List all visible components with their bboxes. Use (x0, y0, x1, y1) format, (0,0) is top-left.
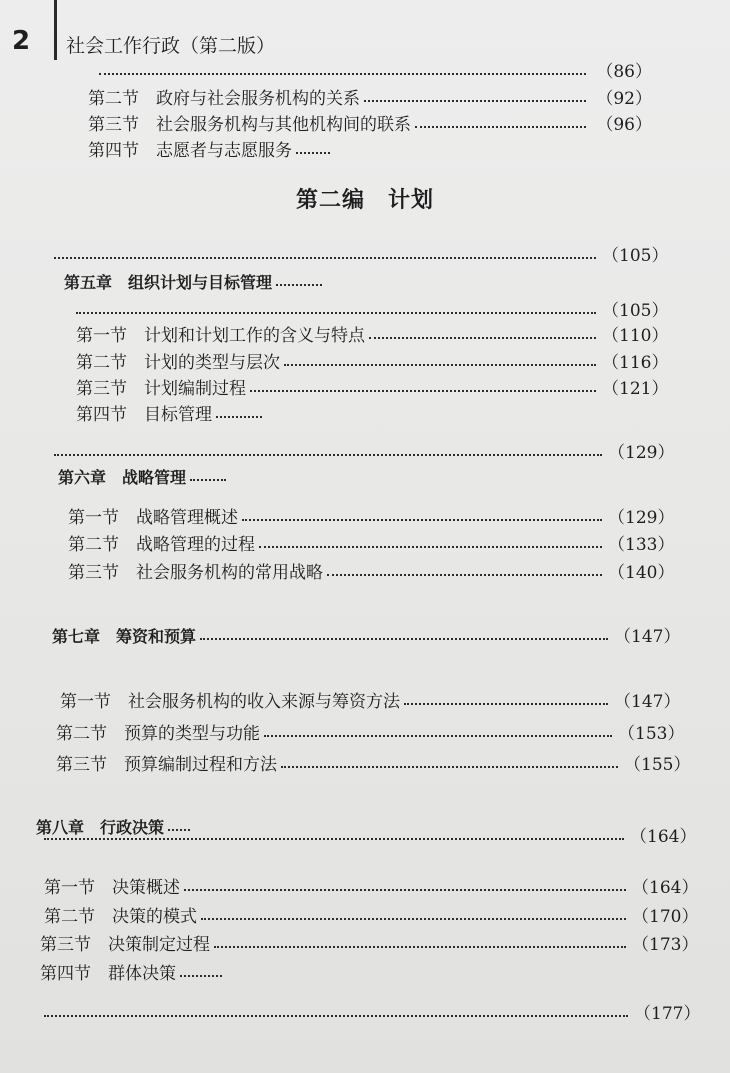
section-title: 第三节 预算编制过程和方法 (56, 755, 277, 775)
dot-leader (276, 284, 322, 286)
toc-entry (40, 998, 701, 1024)
page-ref: （147） (614, 627, 681, 647)
chapter-entry (64, 267, 322, 293)
section-title: 第二节 计划的类型与层次 (76, 353, 280, 373)
section-title: 第一节 战略管理概述 (68, 508, 238, 528)
chapter-entry (52, 621, 681, 647)
section-title: 第四节 志愿者与志愿服务 (88, 141, 292, 161)
page-ref: （86） (596, 62, 652, 82)
page-ref: （155） (624, 755, 691, 775)
page-ref: （129） (608, 508, 675, 528)
page-ref: （129） (608, 443, 675, 463)
dot-leader (190, 479, 226, 481)
running-title: 社会工作行政（第二版） (66, 35, 276, 57)
dot-leader (250, 390, 596, 392)
page-ref: （105） (602, 246, 669, 266)
page-ref: （177） (634, 1004, 701, 1024)
section-title: 第二节 决策的模式 (44, 907, 197, 927)
toc-entry (95, 56, 652, 82)
page-ref: （164） (630, 827, 697, 847)
dot-leader (214, 946, 626, 948)
page-ref: （133） (608, 535, 675, 555)
dot-leader (200, 638, 608, 640)
dot-leader (369, 337, 596, 339)
dot-leader (264, 735, 612, 737)
header-divider (54, 0, 57, 60)
section-title: 第一节 决策概述 (44, 878, 180, 898)
dot-leader (54, 454, 602, 456)
toc-entry (88, 109, 652, 135)
dot-leader (44, 838, 624, 840)
toc-entry (72, 295, 669, 321)
toc-entry (56, 718, 685, 744)
toc-entry (76, 320, 669, 346)
toc-entry (40, 929, 699, 955)
chapter-title: 第五章 组织计划与目标管理 (64, 273, 273, 292)
section-title: 第三节 社会服务机构的常用战略 (68, 563, 323, 583)
page-ref: （105） (602, 301, 669, 321)
section-title: 第二节 政府与社会服务机构的关系 (88, 89, 360, 109)
chapter-title: 第八章 行政决策 (36, 818, 165, 837)
page-ref: （173） (632, 935, 699, 955)
toc-entry (44, 872, 699, 898)
dot-leader (184, 889, 626, 891)
toc-entry (76, 399, 262, 425)
toc-entry (68, 557, 675, 583)
section-title: 第二节 战略管理的过程 (68, 535, 255, 555)
toc-entry (76, 373, 669, 399)
section-title: 第一节 社会服务机构的收入来源与筹资方法 (60, 692, 400, 712)
dot-leader (415, 126, 586, 128)
page-ref: （121） (602, 379, 669, 399)
toc-entry (76, 347, 669, 373)
toc-entry (50, 240, 669, 266)
page-ref: （96） (596, 115, 652, 135)
toc-entry (44, 901, 699, 927)
part-title: 第二编 计划 (295, 188, 434, 213)
toc-entry (88, 83, 652, 109)
dot-leader (201, 918, 626, 920)
dot-leader (216, 416, 262, 418)
section-title: 第二节 预算的类型与功能 (56, 724, 260, 744)
dot-leader (364, 100, 586, 102)
toc-entry (56, 749, 691, 775)
dot-leader (327, 574, 602, 576)
page-ref: （92） (596, 89, 652, 109)
page-ref: （164） (632, 878, 699, 898)
dot-leader (296, 152, 330, 154)
section-title: 第四节 目标管理 (76, 405, 212, 425)
chapter-entry (58, 462, 226, 488)
dot-leader (281, 766, 618, 768)
dot-leader (242, 519, 602, 521)
toc-entry (40, 821, 697, 847)
dot-leader (76, 312, 596, 314)
toc-entry (50, 437, 675, 463)
page-ref: （140） (608, 563, 675, 583)
toc-entry (60, 686, 681, 712)
section-title: 第一节 计划和计划工作的含义与特点 (76, 326, 365, 346)
toc-entry (88, 135, 330, 161)
chapter-title: 第六章 战略管理 (58, 468, 187, 487)
page-ref: （110） (602, 326, 669, 346)
section-title: 第三节 决策制定过程 (40, 935, 210, 955)
dot-leader (54, 257, 596, 259)
section-title: 第四节 群体决策 (40, 964, 176, 984)
dot-leader (99, 73, 586, 75)
toc-entry (68, 502, 675, 528)
section-title: 第三节 计划编制过程 (76, 379, 246, 399)
dot-leader (284, 364, 596, 366)
page-ref: （170） (632, 907, 699, 927)
toc-entry (40, 958, 222, 984)
chapter-title: 第七章 筹资和预算 (52, 627, 197, 646)
dot-leader (259, 546, 602, 548)
page-number: 2 (12, 26, 31, 56)
page-ref: （153） (618, 724, 685, 744)
toc-entry (68, 529, 675, 555)
dot-leader (404, 703, 608, 705)
page-ref: （147） (614, 692, 681, 712)
dot-leader (44, 1015, 628, 1017)
page-ref: （116） (602, 353, 669, 373)
dot-leader (180, 975, 222, 977)
section-title: 第三节 社会服务机构与其他机构间的联系 (88, 115, 411, 135)
